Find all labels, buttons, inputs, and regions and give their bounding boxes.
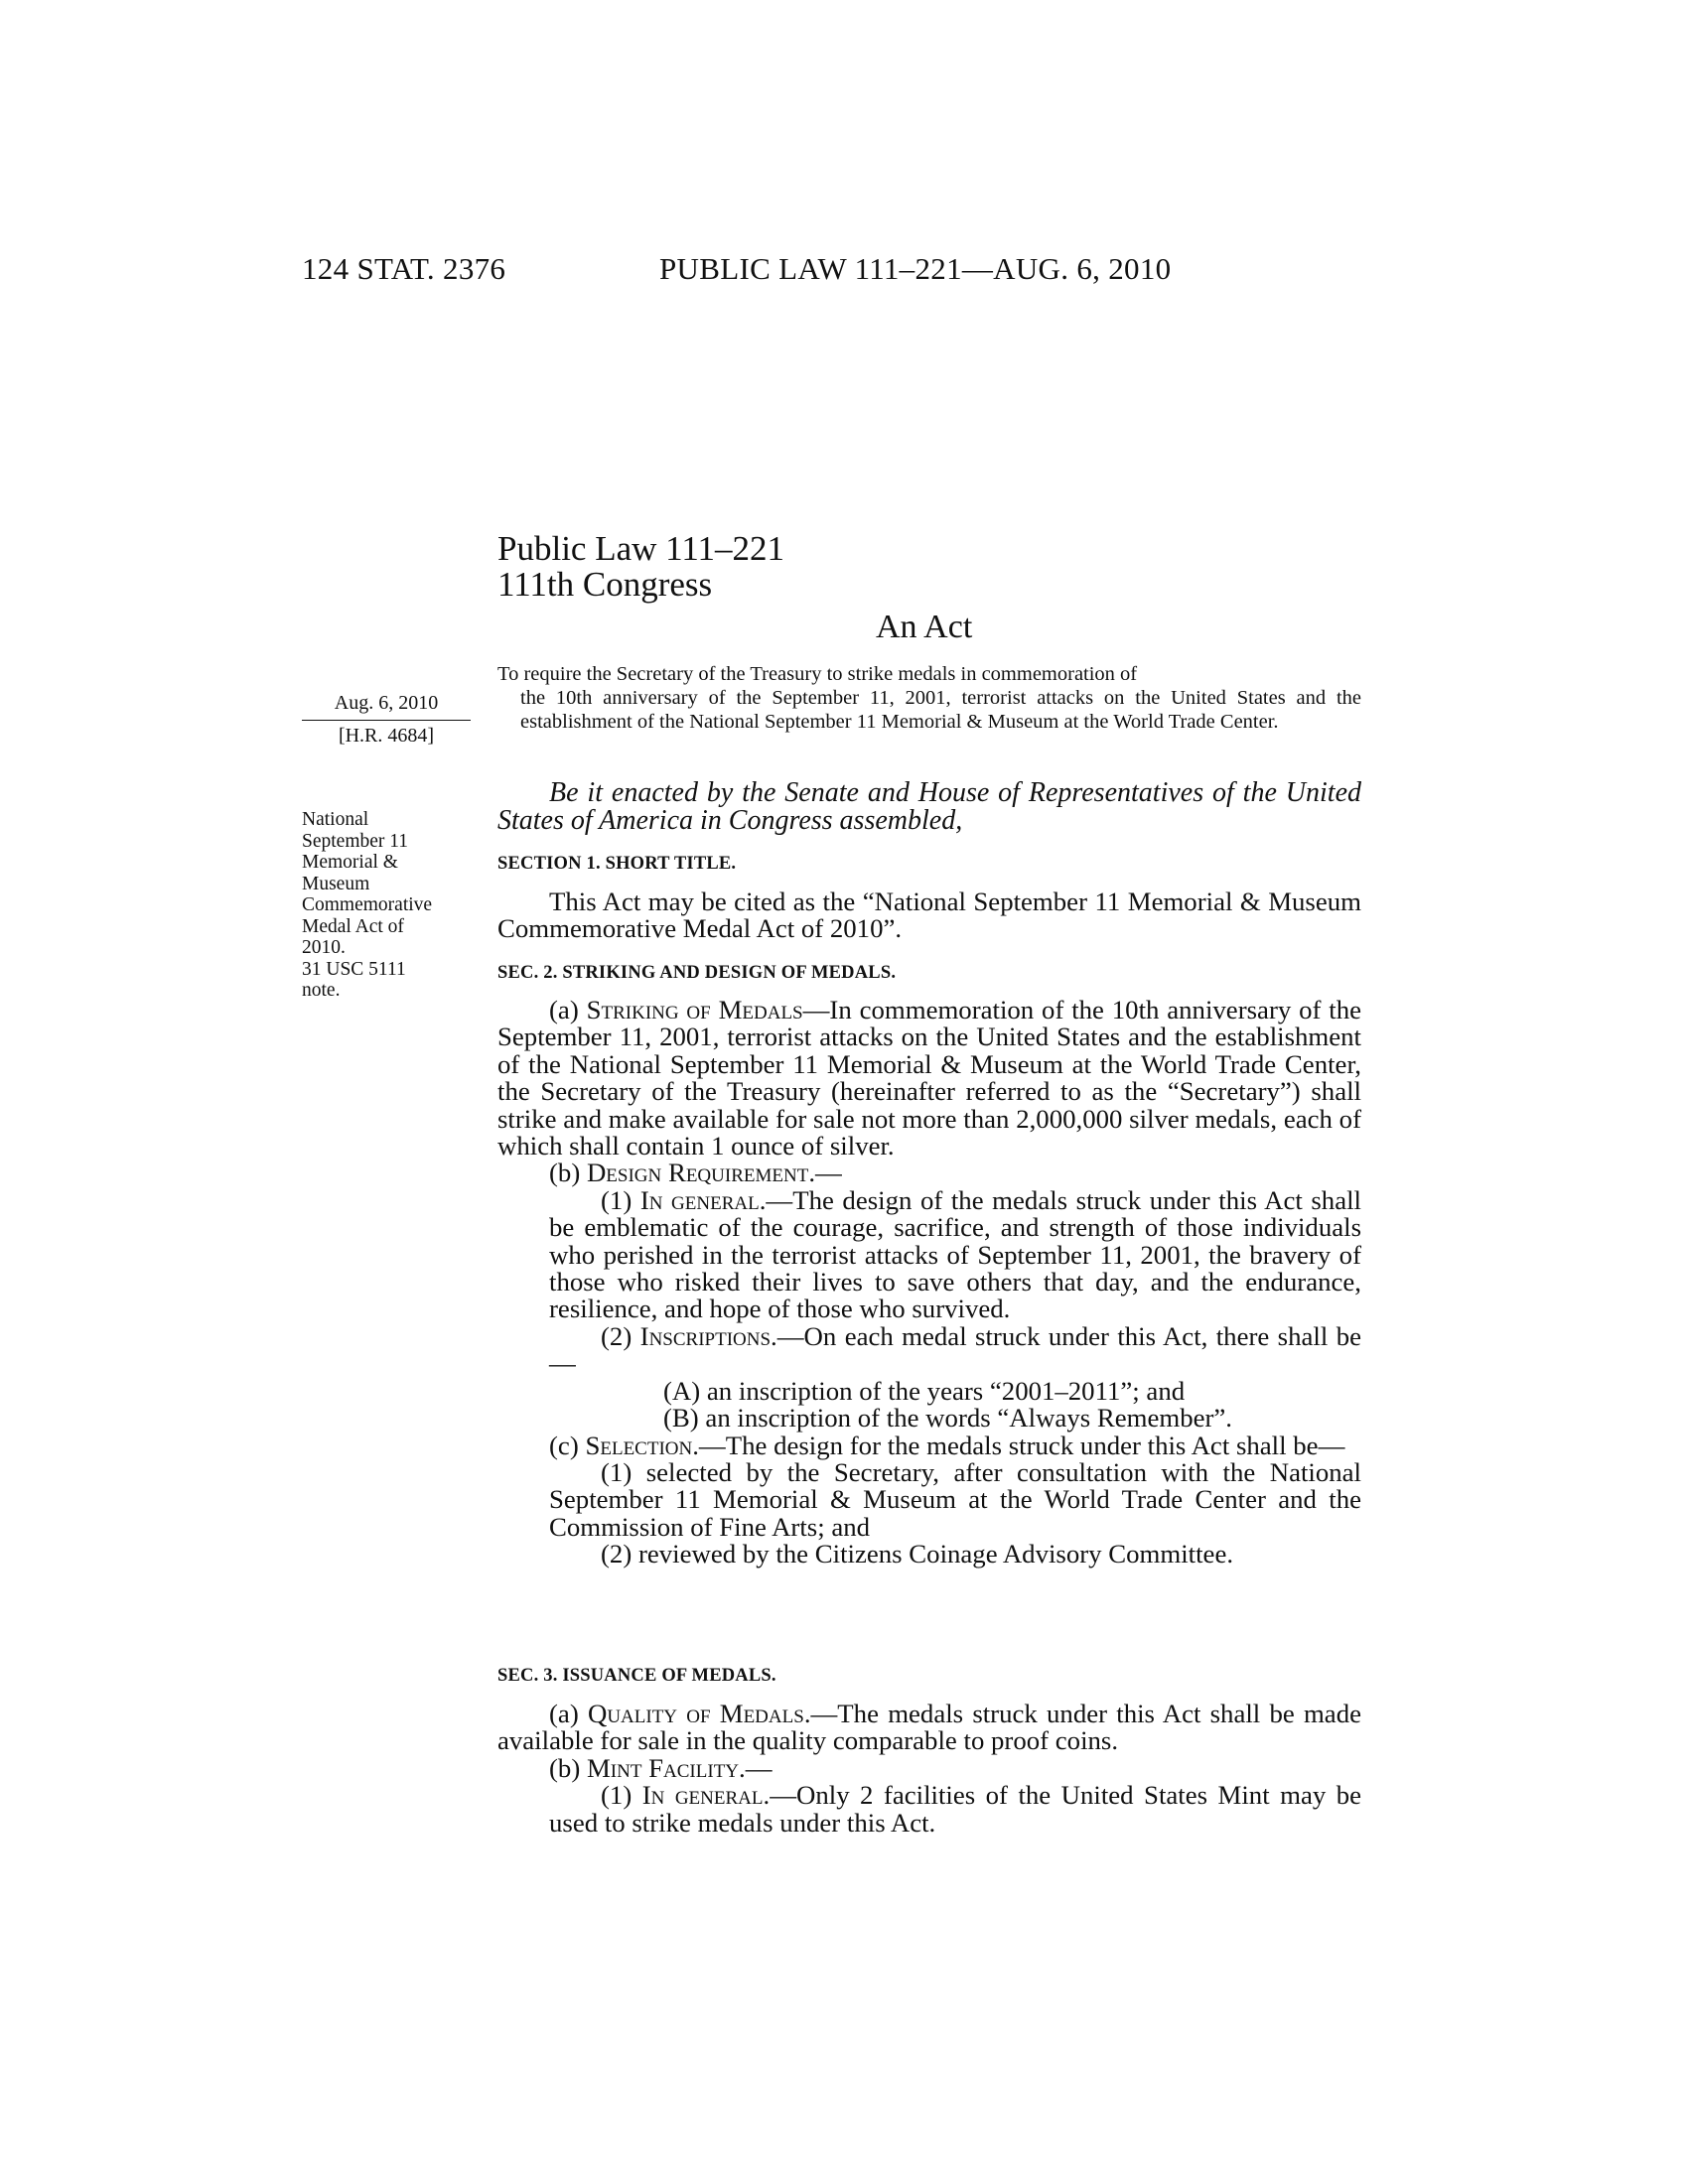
margin-date: Aug. 6, 2010 — [302, 688, 471, 721]
paragraph-text: .—Only 2 facilities of the United States Mint may be used to strike medals under this Act. — [549, 1780, 1361, 1838]
subsection-3b — [497, 1752, 1361, 1783]
paragraph-text: .—On each medal struck under this Act, there shall be— — [549, 1320, 1361, 1379]
subsection-label: (c) — [549, 1430, 586, 1460]
paragraph-2b2 — [497, 1320, 1361, 1379]
clause-2b2A: (A) an inscription of the years “2001–2011”; and — [663, 1375, 1186, 1406]
enacting-clause: Be it enacted by the Senate and House of Representatives of the United States of America in Congress assembled, — [497, 777, 1361, 836]
subsection-caption: Selection — [585, 1430, 693, 1460]
subsection-caption: Quality of Medals — [587, 1699, 804, 1728]
paragraph-2c2: (2) reviewed by the Citizens Coinage Advisory Committee. — [601, 1539, 1234, 1570]
margin-note-line: Memorial & — [302, 852, 398, 873]
subsection-caption: Design Requirement — [586, 1158, 809, 1188]
margin-note-line: Medal Act of — [302, 915, 404, 937]
an-act-title: An Act — [876, 609, 973, 645]
section-3-heading: SEC. 3. ISSUANCE OF MEDALS. — [497, 1666, 776, 1686]
section-1-heading: SECTION 1. SHORT TITLE. — [497, 854, 737, 874]
purpose-continuation: the 10th anniversary of the September 11, 2001, terrorist attacks on the United States and the establishment of the National September 11 Memorial & Museum at the World Trade Center. — [520, 687, 1361, 734]
subsection-caption: Striking of Medals — [586, 995, 803, 1024]
margin-note-line: 2010. — [302, 937, 346, 958]
running-title: PUBLIC LAW 111–221—AUG. 6, 2010 — [659, 251, 1172, 286]
section-3-body — [497, 1701, 1361, 1837]
paragraph-2c1: (1) selected by the Secretary, after consultation with the National September 11 Memorial & Museum at the World Trade Center and the Commission of Fine Arts; and — [549, 1456, 1361, 1542]
margin-usc-line: 31 USC 5111 — [302, 958, 406, 980]
subsection-caption: Mint Facility — [586, 1752, 740, 1783]
paragraph-label: (2) — [601, 1320, 640, 1351]
margin-note-line: Museum — [302, 873, 370, 894]
page-citation: 124 STAT. 2376 — [302, 251, 506, 286]
margin-date-block — [302, 688, 471, 751]
section-2-heading: SEC. 2. STRIKING AND DESIGN OF MEDALS. — [497, 963, 897, 983]
subsection-2b — [497, 1160, 1361, 1186]
subsection-text: .— — [808, 1158, 842, 1188]
public-law-number: Public Law 111–221 — [497, 529, 785, 568]
margin-note-line: Commemorative — [302, 894, 433, 915]
act-purpose — [497, 662, 1361, 735]
title-block — [497, 531, 784, 603]
margin-note-line: National — [302, 809, 369, 830]
purpose-first-line: To require the Secretary of the Treasury to strike medals in commemoration of — [497, 663, 1138, 685]
subsection-label: (a) — [549, 995, 587, 1024]
paragraph-label: (1) — [601, 1184, 640, 1215]
subsection-2c — [497, 1430, 1361, 1460]
paragraph-3b1 — [497, 1782, 1361, 1837]
short-title-text: This Act may be cited as the “National September 11 Memorial & Museum Commemorative Medal Act of 2010”. — [497, 887, 1361, 944]
margin-short-title-note — [302, 809, 491, 1002]
subsection-text: .— — [739, 1752, 773, 1783]
subsection-text: .—The design for the medals struck under this Act shall be— — [692, 1430, 1345, 1460]
paragraph-caption: In general — [639, 1184, 760, 1215]
subsection-2a — [497, 997, 1361, 1160]
paragraph-2b1 — [497, 1184, 1361, 1324]
margin-bill-number: [H.R. 4684] — [338, 725, 435, 747]
subsection-text: .—The medals struck under this Act shall be made available for sale in the quality comparable to proof coins. — [497, 1699, 1361, 1756]
margin-usc-line: note. — [302, 980, 341, 1001]
section-2-body — [497, 997, 1361, 1569]
subsection-label: (a) — [549, 1699, 588, 1728]
subsection-text: —In commemoration of the 10th anniversary of the September 11, 2001, terrorist attacks on the United States and the establishment of the National September 11 Memorial & Museum at the World Trade Center, the Secretary of the Treasury (hereinafter referred to as the “Secretary”) shall strike and make available for sale not more than 2,000,000 silver medals, each of which shall contain 1 ounce of silver. — [497, 995, 1362, 1161]
subsection-label: (b) — [549, 1752, 587, 1783]
subsection-3a — [497, 1701, 1361, 1755]
congress-number: 111th Congress — [497, 565, 713, 604]
paragraph-label: (1) — [601, 1780, 642, 1811]
paragraph-caption: Inscriptions — [639, 1320, 772, 1351]
paragraph-text: .—The design of the medals struck under this Act shall be emblematic of the courage, sacrifice, and strength of those individuals who perished in the terrorist attacks of September 11, 2001, the bravery of those who risked their lives to save others that day, and the endurance, resilience, and hope of those who survived. — [549, 1184, 1361, 1324]
margin-note-line: September 11 — [302, 830, 409, 852]
clause-2b2B: (B) an inscription of the words “Always Remember”. — [663, 1403, 1233, 1433]
subsection-label: (b) — [549, 1158, 587, 1188]
section-1-body — [497, 888, 1361, 943]
paragraph-caption: In general — [641, 1780, 764, 1811]
